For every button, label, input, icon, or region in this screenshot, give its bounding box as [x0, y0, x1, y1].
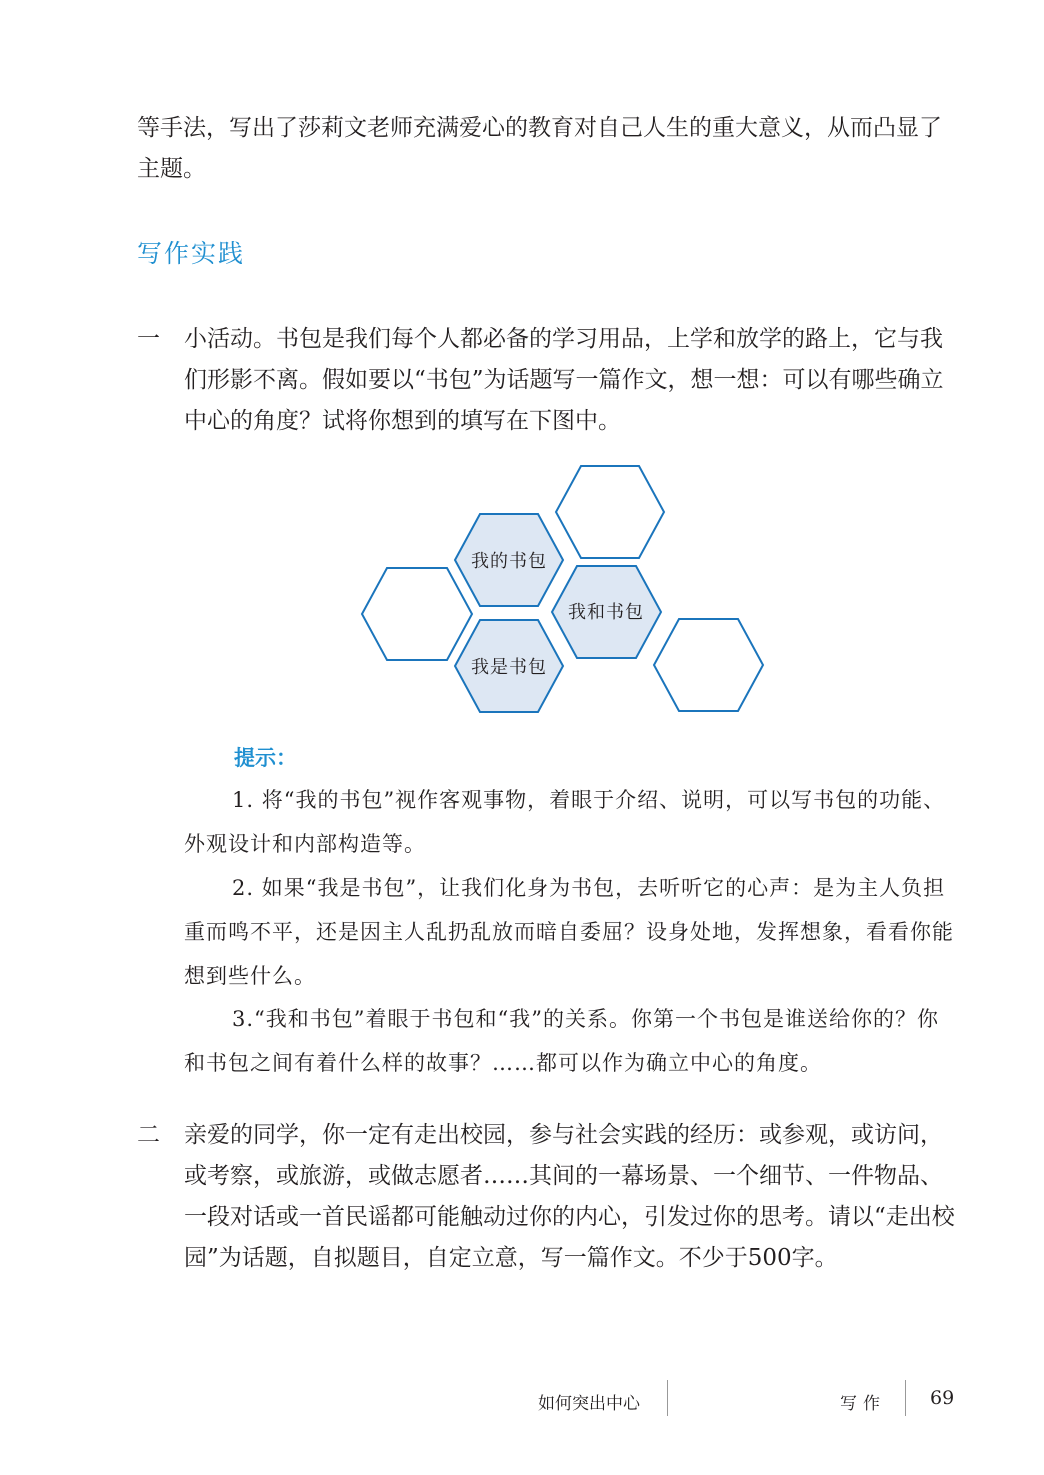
hexagon-empty-left[interactable] — [362, 568, 472, 660]
hexagon-diagram — [355, 462, 770, 724]
hexagon-empty-top[interactable] — [556, 466, 664, 558]
hint-item-3: 3.“我和书包”着眼于书包和“我”的关系。你第一个书包是谁送给你的？你和书包之间有着什么样的故事？……都可以作为确立中心的角度。 — [184, 1007, 939, 1075]
hexagon-label-my-bag: 我的书包 — [471, 551, 547, 572]
hint-item-2: 2. 如果“我是书包”，让我们化身为书包，去听听它的心声：是为主人负担重而鸣不平，还是因主人乱扔乱放而暗自委屈？设身处地，发挥想象，看看你能想到些什么。 — [184, 876, 954, 988]
question-2-number: 二 — [137, 1122, 160, 1148]
footer-divider — [905, 1380, 906, 1416]
hint-label: 提示： — [234, 746, 297, 770]
footer-section: 写作 — [840, 1394, 886, 1414]
intro-paragraph: 等手法，写出了莎莉文老师充满爱心的教育对自己人生的重大意义，从而凸显了主题。 — [137, 115, 942, 182]
footer-chapter: 如何突出中心 — [538, 1394, 640, 1414]
question-2-text: 亲爱的同学，你一定有走出校园，参与社会实践的经历：或参观，或访问，或考察，或旅游，或做志愿者……其间的一幕场景、一个细节、一件物品、一段对话或一首民谣都可能触动过你的内心，引发过你的思考。请以“走出校园”为话题，自拟题目，自定立意，写一篇作文。不少于500字。 — [184, 1122, 955, 1271]
hexagon-empty-right[interactable] — [654, 619, 763, 711]
hexagon-label-i-am-bag: 我是书包 — [471, 657, 547, 678]
page-number: 69 — [930, 1387, 955, 1409]
question-1-number: 一 — [137, 326, 160, 352]
hexagon-diagram-svg — [355, 462, 770, 720]
question-1-text: 小活动。书包是我们每个人都必备的学习用品，上学和放学的路上，它与我们形影不离。假如要以“书包”为话题写一篇作文，想一想：可以有哪些确立中心的角度？试将你想到的填写在下图中。 — [184, 326, 944, 434]
hexagon-label-me-and-bag: 我和书包 — [568, 602, 644, 623]
hint-item-1: 1. 将“我的书包”视作客观事物，着眼于介绍、说明，可以写书包的功能、外观设计和内部构造等。 — [184, 788, 946, 856]
section-title: 写作实践 — [137, 239, 246, 268]
footer-divider — [667, 1380, 668, 1416]
